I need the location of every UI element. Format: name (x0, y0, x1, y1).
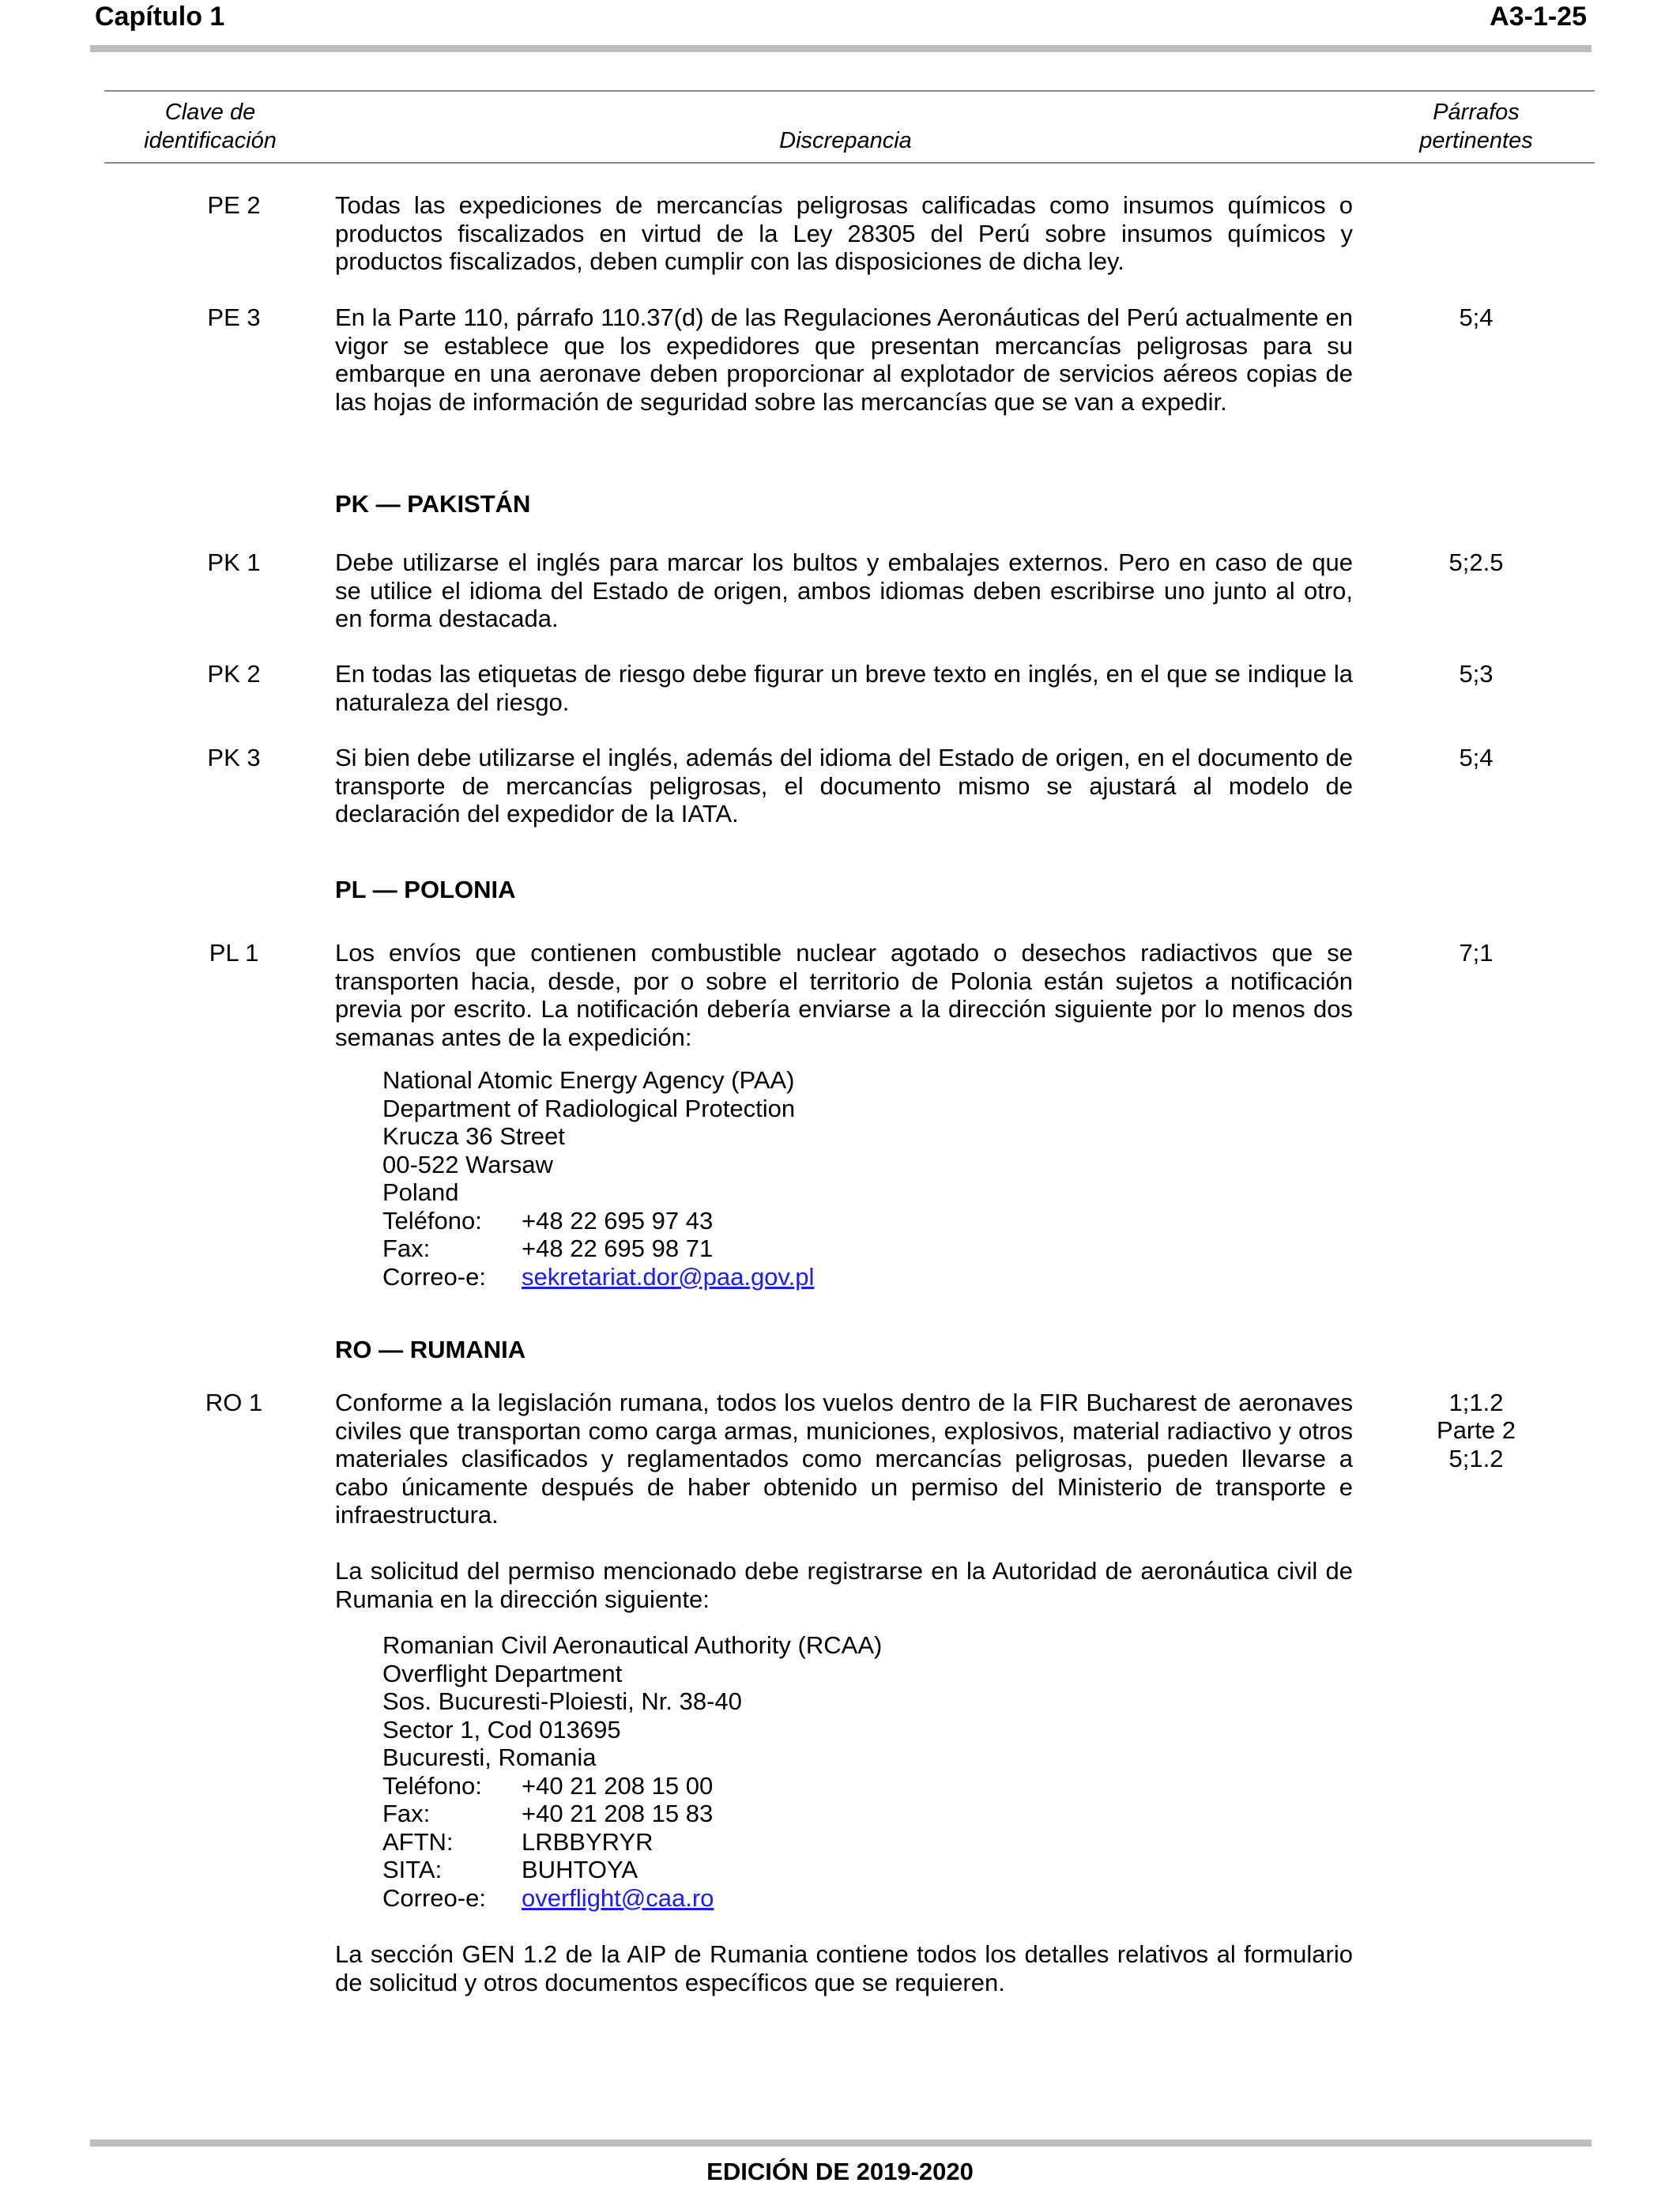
fax-row (382, 1800, 882, 1828)
address-block-romania (382, 1631, 882, 1912)
address-line: Poland (382, 1178, 459, 1206)
phone-value: +48 22 695 97 43 (522, 1206, 714, 1235)
table-top-rule (104, 90, 1595, 92)
fax-value: +40 21 208 15 83 (522, 1800, 714, 1827)
address-line: 00-522 Warsaw (382, 1150, 553, 1178)
sita-value: BUHTOYA (522, 1856, 638, 1883)
column-header-key: Clave de identificación (144, 100, 277, 153)
section-heading-polonia: PL — POLONIA (335, 876, 516, 903)
edition-footer: EDICIÓN DE 2019-2020 (706, 2158, 974, 2185)
aftn-label: AFTN: (382, 1827, 454, 1856)
entry-key-pe2: PE 2 (207, 191, 261, 219)
email-link[interactable]: sekretariat.dor@paa.gov.pl (522, 1262, 815, 1291)
section-heading-rumania: RO — RUMANIA (335, 1336, 526, 1363)
sita-label: SITA: (382, 1856, 443, 1883)
fax-label: Fax: (382, 1800, 431, 1827)
entry-ref-pl1: 7;1 (1459, 939, 1494, 967)
address-line: Sos. Bucuresti-Ploiesti, Nr. 38-40 (382, 1687, 742, 1715)
fax-row (382, 1235, 814, 1263)
aftn-value: LRBBYRYR (522, 1827, 654, 1856)
aftn-row (382, 1828, 882, 1857)
entry-key-pl1: PL 1 (209, 939, 259, 967)
column-header-discrepancy: Discrepancia (779, 128, 912, 153)
address-line: Overflight Department (382, 1659, 623, 1687)
entry-text-ro1-request: La solicitud del permiso mencionado debe registrarse en la Autoridad de aeronáutica civil de Rumania en la dirección siguiente: (335, 1557, 1353, 1613)
entry-text-pk2: En todas las etiquetas de riesgo debe figurar un breve texto en inglés, en el que se indique la naturaleza del riesgo. (335, 660, 1353, 716)
entry-text-pl1: Los envíos que contienen combustible nuclear agotado o desechos radiactivos que se transporten hacia, desde, por o sobre el territorio de Polonia están sujetos a notificación previa por escrito. La notificación debería enviarse a la dirección siguiente por lo menos dos semanas antes de la expedición: (335, 939, 1353, 1051)
email-label: Correo-e: (382, 1262, 486, 1291)
address-block-poland (382, 1066, 814, 1291)
address-line: Department of Radiological Protection (382, 1094, 796, 1122)
section-heading-pakistan: PK — PAKISTÁN (335, 490, 531, 518)
entry-ref-pe3: 5;4 (1459, 303, 1494, 331)
entry-ref-ro1-a: 1;1.2 (1448, 1389, 1504, 1416)
email-label: Correo-e: (382, 1883, 486, 1912)
entry-text-pk3: Si bien debe utilizarse el inglés, además del idioma del Estado de origen, en el documento de transporte de mercancías peligrosas, el documento mismo se ajustará al modelo de declaración del expedidor de la IATA. (335, 744, 1353, 827)
email-link[interactable]: overflight@caa.ro (522, 1883, 714, 1912)
address-line: Sector 1, Cod 013695 (382, 1715, 621, 1744)
entry-ref-pk2: 5;3 (1459, 660, 1494, 688)
entry-key-ro1: RO 1 (205, 1389, 263, 1416)
header-rule (90, 45, 1591, 52)
entry-key-pe3: PE 3 (207, 303, 261, 331)
page-number: A3-1-25 (1490, 2, 1587, 32)
footer-rule (90, 2139, 1591, 2147)
entry-ref-pk3: 5;4 (1459, 744, 1494, 771)
address-line: National Atomic Energy Agency (PAA) (382, 1066, 795, 1094)
fax-label: Fax: (382, 1235, 431, 1262)
entry-text-pe2: Todas las expediciones de mercancías peligrosas calificadas como insumos químicos o productos fiscalizados en virtud de la Ley 28305 del Perú sobre insumos químicos y productos fiscalizados, deben cumplir con las disposiciones de dicha ley. (335, 191, 1353, 275)
address-line: Bucuresti, Romania (382, 1744, 597, 1771)
email-row (382, 1884, 882, 1913)
address-line: Krucza 36 Street (382, 1122, 565, 1150)
entry-ref-pk1: 5;2.5 (1448, 548, 1504, 576)
entry-ref-ro1-b: Parte 2 (1437, 1416, 1516, 1444)
phone-value: +40 21 208 15 00 (522, 1771, 714, 1800)
sita-row (382, 1856, 882, 1884)
entry-key-pk3: PK 3 (207, 744, 261, 771)
entry-text-ro1: Conforme a la legislación rumana, todos los vuelos dentro de la FIR Bucharest de aeronaves civiles que transportan como carga armas, municiones, explosivos, material radiactivo y otros materiales clasificados y reglamentados como mercancías peligrosas, pueden llevarse a cabo únicamente después de haber obtenido un permiso del Ministerio de transporte e infraestructura. (335, 1389, 1353, 1529)
phone-row (382, 1207, 814, 1235)
entry-text-pe3: En la Parte 110, párrafo 110.37(d) de las Regulaciones Aeronáuticas del Perú actualmente en vigor se establece que los expedidores que presentan mercancías peligrosas para su embarque en una aeronave deben proporcionar al explotador de servicios aéreos copias de las hojas de información de seguridad sobre las mercancías que se van a expedir. (335, 303, 1353, 416)
entry-key-pk1: PK 1 (207, 548, 261, 576)
phone-label: Teléfono: (382, 1206, 482, 1235)
chapter-title: Capítulo 1 (95, 2, 225, 32)
entry-ref-ro1-c: 5;1.2 (1448, 1445, 1504, 1472)
fax-value: +48 22 695 98 71 (522, 1235, 714, 1262)
entry-key-pk2: PK 2 (207, 660, 261, 688)
column-header-refs: Párrafos pertinentes (1419, 100, 1533, 153)
table-header-rule (104, 162, 1595, 164)
phone-label: Teléfono: (382, 1771, 482, 1800)
entry-text-ro1-aip: La sección GEN 1.2 de la AIP de Rumania contiene todos los detalles relativos al formulario de solicitud y otros documentos específicos que se requieren. (335, 1940, 1353, 1996)
phone-row (382, 1772, 882, 1800)
entry-text-pk1: Debe utilizarse el inglés para marcar los bultos y embalajes externos. Pero en caso de que se utilice el idioma del Estado de origen, ambos idiomas deben escribirse uno junto al otro, en forma destacada. (335, 548, 1353, 632)
address-line: Romanian Civil Aeronautical Authority (RCAA) (382, 1631, 883, 1659)
email-row (382, 1263, 814, 1291)
